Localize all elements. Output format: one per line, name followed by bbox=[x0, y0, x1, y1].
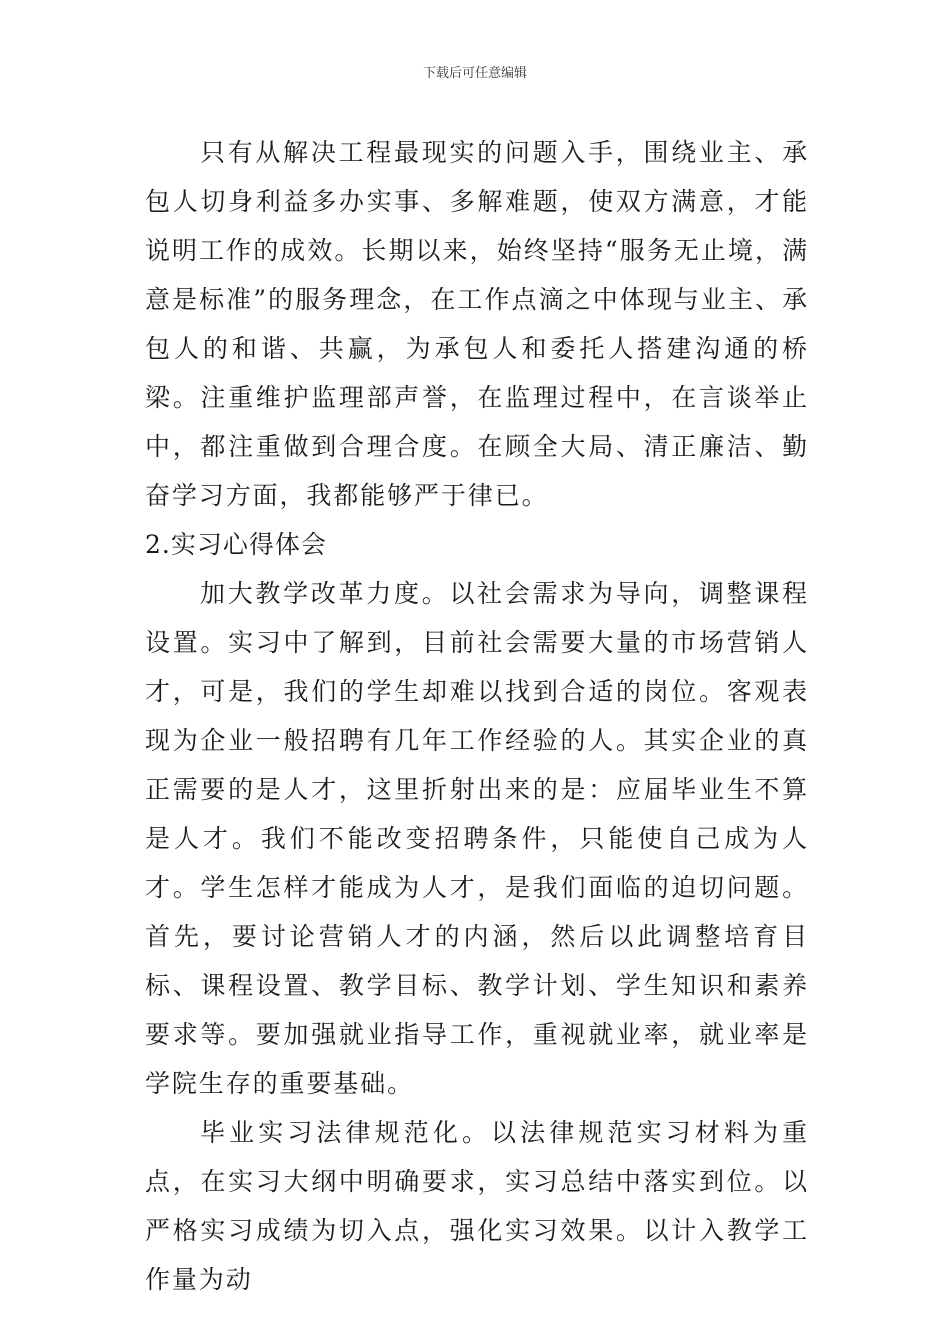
document-body bbox=[145, 128, 809, 1304]
section-heading: 2.实习心得体会 bbox=[145, 530, 327, 559]
body-paragraph: 毕业实习法律规范化。以法律规范实习材料为重点，在实习大纲中明确要求，实习总结中落实到位。以严格实习成绩为切入点，强化实习效果。以计入教学工作量为动 bbox=[145, 1118, 809, 1294]
page-header: 下载后可任意编辑 bbox=[422, 66, 527, 81]
body-paragraph: 加大教学改革力度。以社会需求为导向，调整课程设置。实习中了解到，目前社会需要大量的市场营销人才，可是，我们的学生却难以找到合适的岗位。客观表现为企业一般招聘有几年工作经验的人。其实企业的真正需要的是人才，这里折射出来的是：应届毕业生不算是人才。我们不能改变招聘条件，只能使自己成为人才。学生怎样才能成为人才，是我们面临的迫切问题。首先，要讨论营销人才的内涵，然后以此调整培育目标、课程设置、教学目标、教学计划、学生知识和素养要求等。要加强就业指导工作，重视就业率，就业率是学院生存的重要基础。 bbox=[145, 579, 809, 1098]
body-paragraph: 只有从解决工程最现实的问题入手，围绕业主、承包人切身利益多办实事、多解难题，使双方满意，才能说明工作的成效。长期以来，始终坚持“服务无止境，满意是标准”的服务理念，在工作点滴之中体现与业主、承包人的和谐、共赢，为承包人和委托人搭建沟通的桥梁。注重维护监理部声誉，在监理过程中，在言谈举止中，都注重做到合理合度。在顾全大局、清正廉洁、勤奋学习方面，我都能够严于律已。 bbox=[145, 138, 809, 510]
